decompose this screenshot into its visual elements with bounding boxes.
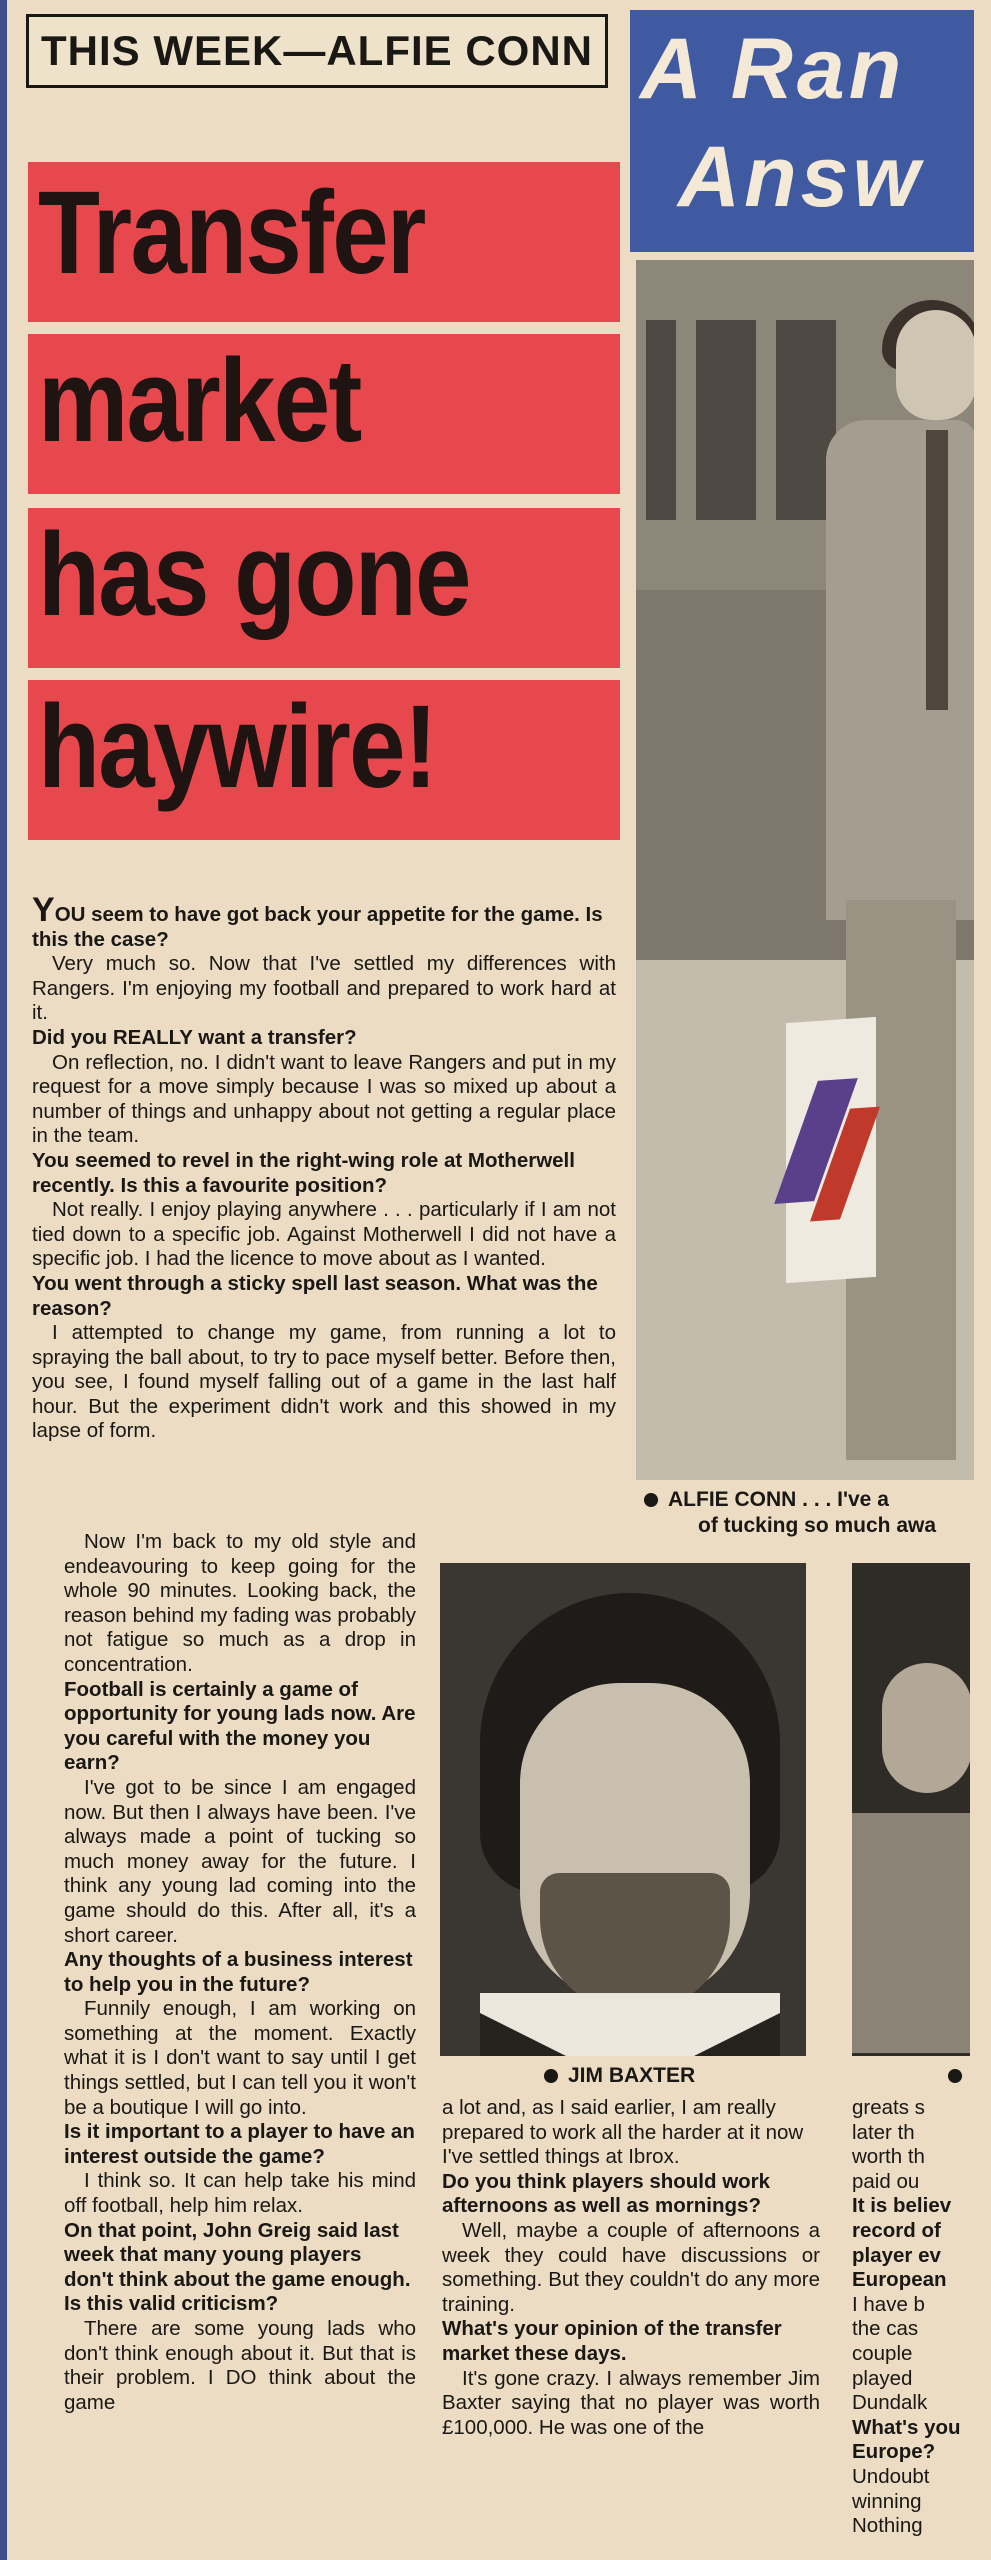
paragraph-text: I've got to be since I am engaged now. But then I always have been. I've always made a point of tucking so much money away for the future. I think any young lad coming into the game should do this. After all, it's a short career.: [64, 1775, 416, 1947]
paragraph-text: the cas: [852, 2317, 919, 2341]
baxter-caption: JIM BAXTER: [544, 2064, 804, 2088]
paragraph-text: It is believ: [852, 2194, 952, 2218]
paragraph-text: It's gone crazy. I always remember Jim Baxter saying that no player was worth £100,000. He was one of the: [442, 2366, 820, 2439]
question-paragraph: [852, 2219, 970, 2244]
answer-paragraph: [852, 2490, 970, 2515]
question-paragraph: [442, 2170, 820, 2219]
paragraph-text: worth th: [852, 2145, 925, 2169]
answer-paragraph: [852, 2391, 970, 2416]
paragraph-text: Well, maybe a couple of afternoons a week they could have discussions or something. But they couldn't do any more training.: [442, 2218, 820, 2316]
blue-headline-line-1: A Ran: [640, 21, 906, 117]
headline-line-1: Transfer: [28, 162, 620, 322]
answer-paragraph: [852, 2121, 970, 2146]
paragraph-text: On that point, John Greig said last week that many young players don't think about the game enough. Is this valid criticism?: [64, 2218, 411, 2316]
paragraph-text: Dundalk: [852, 2391, 928, 2415]
answer-paragraph: [64, 1530, 416, 1678]
column-2: [442, 2096, 820, 2440]
answer-paragraph: [32, 1051, 616, 1149]
column-1-top: [32, 891, 616, 1444]
paragraph-text: European: [852, 2268, 947, 2292]
bullet-icon: [948, 2069, 962, 2083]
paragraph-text: Undoubt: [852, 2464, 930, 2488]
answer-paragraph: [64, 1997, 416, 2120]
paragraph-text: record of: [852, 2218, 941, 2242]
answer-paragraph: [852, 2342, 970, 2367]
carrier-bag: [786, 1017, 876, 1283]
answer-paragraph: [32, 952, 616, 1026]
paragraph-text: You seemed to revel in the right-wing role at Motherwell recently. Is this a favourite position?: [32, 1148, 575, 1197]
answer-paragraph: [852, 2170, 970, 2195]
question-paragraph: [32, 1026, 616, 1051]
blue-headline-line-2: Answ: [678, 129, 924, 225]
drop-cap: Y: [32, 891, 55, 929]
paragraph-text: paid ou: [852, 2169, 920, 2193]
answer-paragraph: [64, 1776, 416, 1948]
paragraph-text: Is it important to a player to have an interest outside the game?: [64, 2120, 415, 2168]
paragraph-text: played: [852, 2366, 913, 2390]
answer-paragraph: [32, 1198, 616, 1272]
question-paragraph: [442, 2317, 820, 2366]
headline-line-3: has gone: [28, 508, 620, 668]
answer-paragraph: [442, 2367, 820, 2441]
answer-paragraph: [442, 2096, 820, 2170]
answer-paragraph: [852, 2465, 970, 2490]
column-3: [852, 2096, 970, 2539]
paragraph-text: a lot and, as I said earlier, I am really prepared to work all the harder at it now I've settled things at Ibrox.: [442, 2096, 804, 2169]
paragraph-text: Did you REALLY want a transfer?: [32, 1025, 357, 1049]
blue-headline-box: [630, 10, 974, 252]
answer-paragraph: [64, 2169, 416, 2218]
paragraph-text: On reflection, no. I didn't want to leave Rangers and put in my request for a move simply because I was so mixed up about a number of things and unhappy about not getting a regular place in the team.: [32, 1050, 616, 1148]
answer-paragraph: [852, 2293, 970, 2318]
paragraph-text: Any thoughts of a business interest to help you in the future?: [64, 1948, 413, 1996]
answer-paragraph: [32, 1321, 616, 1444]
paragraph-text: greats s: [852, 2096, 925, 2119]
question-paragraph: [32, 1149, 616, 1198]
conn-caption-line-1: ALFIE CONN . . . I've a: [644, 1488, 970, 1512]
answer-paragraph: [852, 2145, 970, 2170]
paragraph-text: couple: [852, 2341, 913, 2365]
question-paragraph: [64, 2219, 416, 2317]
man-figure: [786, 300, 974, 1480]
paragraph-text: I think so. It can help take his mind off football, help him relax.: [64, 2169, 416, 2218]
headline-line-2: market: [28, 334, 620, 494]
question-paragraph: [32, 1272, 616, 1321]
answer-paragraph: [852, 2096, 970, 2121]
alfie-conn-photo: [636, 260, 974, 1480]
bullet-icon: [544, 2069, 558, 2083]
paragraph-text: What's your opinion of the transfer market these days.: [442, 2317, 782, 2365]
question-paragraph: [852, 2194, 970, 2219]
paragraph-text: OU seem to have got back your appetite for the game. Is this the case?: [32, 903, 603, 951]
paragraph-text: Now I'm back to my old style and endeavouring to keep going for the whole 90 minutes. Looking back, the reason behind my fading was probably not fatigue so much as a drop in concentration.: [64, 1530, 416, 1676]
paragraph-text: There are some young lads who don't think enough about it. But that is their problem. I DO think about the game: [64, 2317, 416, 2414]
kicker-box: THIS WEEK—ALFIE CONN: [26, 14, 608, 88]
question-paragraph: [852, 2440, 970, 2465]
bullet-icon: [644, 1493, 658, 1507]
jim-baxter-photo: [440, 1563, 806, 2056]
question-paragraph: [852, 2244, 970, 2269]
paragraph-text: Funnily enough, I am working on something at the moment. Exactly what it is I don't want to say until I get things settled, but I can tell you it won't be a boutique I will go into.: [64, 1997, 416, 2119]
paragraph-text: Europe?: [852, 2440, 936, 2464]
paragraph-text: Nothing: [852, 2514, 923, 2538]
answer-paragraph: [852, 2317, 970, 2342]
paragraph-text: I attempted to change my game, from running a lot to spraying the ball about, to try to pace myself better. Before then, you see, I found myself falling out of a game in the last half hour. But the experiment didn't work and this showed in my lapse of form.: [32, 1321, 616, 1443]
third-caption-bullet: [948, 2064, 970, 2088]
paragraph-text: I have b: [852, 2292, 925, 2316]
answer-paragraph: [852, 2367, 970, 2392]
question-paragraph: [64, 1948, 416, 1997]
paragraph-text: Very much so. Now that I've settled my differences with Rangers. I'm enjoying my football and prepared to work hard at it.: [32, 952, 616, 1025]
paragraph-text: What's you: [852, 2415, 961, 2439]
question-paragraph: [64, 1678, 416, 1776]
question-paragraph: [32, 891, 616, 952]
question-paragraph: [64, 2120, 416, 2169]
column-1-bottom: [64, 1530, 416, 2415]
paragraph-text: player ev: [852, 2243, 941, 2267]
page-edge: [0, 0, 7, 2560]
question-paragraph: [852, 2416, 970, 2441]
question-paragraph: [852, 2268, 970, 2293]
paragraph-text: Not really. I enjoy playing anywhere . . . particularly if I am not tied down to a specific job. Against Motherwell I did not have a specific job. I had the licence to move about as I wanted.: [32, 1198, 616, 1271]
paragraph-text: Do you think players should work afternoons as well as mornings?: [442, 2169, 771, 2218]
third-player-photo: [852, 1563, 970, 2056]
conn-caption-line-2: of tucking so much awa: [698, 1514, 937, 1537]
headline-line-4: haywire!: [28, 680, 620, 840]
answer-paragraph: [64, 2317, 416, 2415]
paragraph-text: later th: [852, 2120, 915, 2144]
paragraph-text: Football is certainly a game of opportunity for young lads now. Are you careful with the money you earn?: [64, 1677, 416, 1775]
answer-paragraph: [442, 2219, 820, 2317]
paragraph-text: You went through a sticky spell last season. What was the reason?: [32, 1271, 598, 1320]
answer-paragraph: [852, 2514, 970, 2539]
paragraph-text: winning: [852, 2489, 922, 2513]
